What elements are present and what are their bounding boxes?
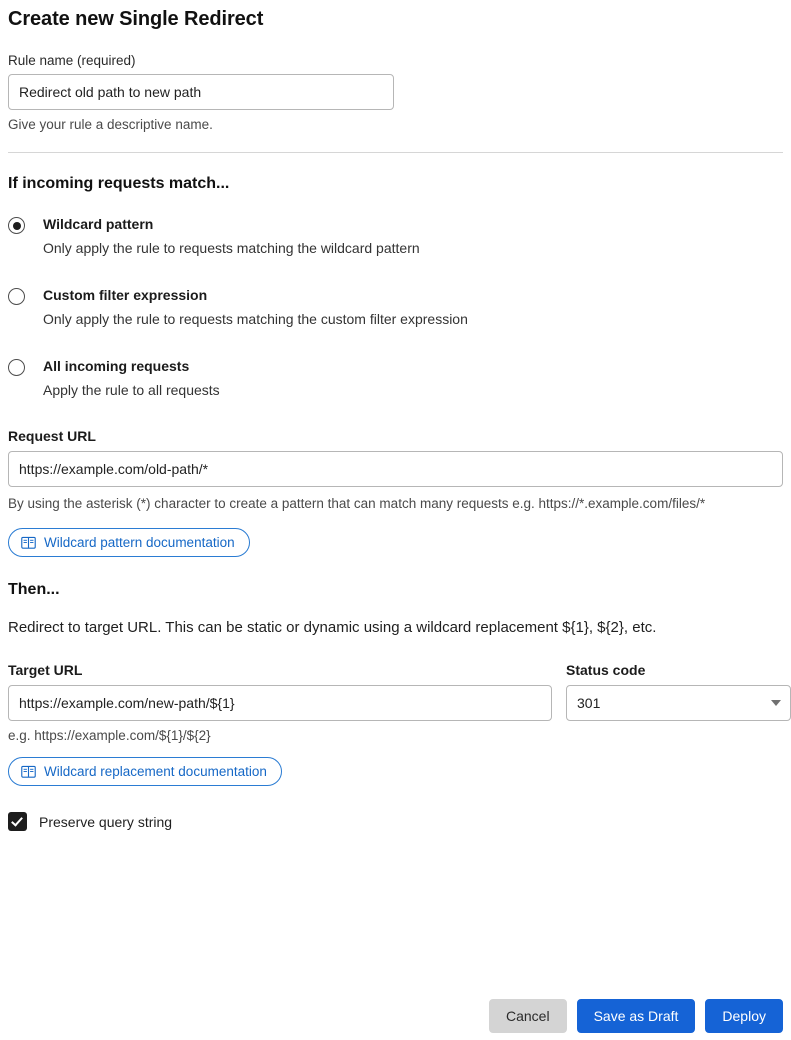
target-url-label: Target URL <box>8 662 83 678</box>
rule-name-helper: Give your rule a descriptive name. <box>8 117 213 132</box>
status-code-label: Status code <box>566 662 646 678</box>
request-url-helper: By using the asterisk (*) character to create a pattern that can match many requests e.g. https://*.example.com/files/* <box>8 496 706 511</box>
wildcard-replacement-documentation-label: Wildcard replacement documentation <box>44 764 267 779</box>
book-icon <box>21 536 36 550</box>
target-url-input[interactable] <box>8 685 552 721</box>
status-code-field <box>566 662 791 721</box>
radio-desc-all-incoming-requests: Apply the rule to all requests <box>43 382 220 398</box>
status-code-select-wrap <box>566 685 791 721</box>
request-url-label: Request URL <box>8 428 96 444</box>
create-single-redirect-form <box>0 8 791 1040</box>
deploy-button[interactable]: Deploy <box>705 999 783 1033</box>
page-title: Create new Single Redirect <box>8 8 264 30</box>
status-code-select[interactable] <box>566 685 791 721</box>
radio-label-all-incoming-requests: All incoming requests <box>43 358 190 374</box>
radio-option-wildcard-pattern[interactable] <box>8 215 783 258</box>
radio-desc-custom-filter-expression: Only apply the rule to requests matching the custom filter expression <box>43 311 468 327</box>
status-code-value: 301 <box>577 695 601 711</box>
preserve-query-string-label: Preserve query string <box>39 813 173 830</box>
radio-icon-all-incoming-requests[interactable] <box>8 359 25 376</box>
then-section-title: Then... <box>8 581 60 598</box>
radio-icon-wildcard-pattern[interactable] <box>8 217 25 234</box>
target-and-status-row <box>8 662 783 721</box>
wildcard-pattern-documentation-link[interactable] <box>8 528 250 557</box>
radio-icon-custom-filter-expression[interactable] <box>8 288 25 305</box>
form-actions <box>489 999 783 1033</box>
match-radio-group <box>8 215 783 400</box>
rule-name-label: Rule name (required) <box>8 53 136 68</box>
preserve-query-string-checkbox[interactable] <box>8 812 27 831</box>
request-url-input[interactable] <box>8 451 783 487</box>
radio-desc-wildcard-pattern: Only apply the rule to requests matching the wildcard pattern <box>43 240 420 256</box>
match-section-title: If incoming requests match... <box>8 175 230 192</box>
radio-label-custom-filter-expression: Custom filter expression <box>43 287 208 303</box>
book-icon <box>21 765 36 779</box>
radio-label-wildcard-pattern: Wildcard pattern <box>43 216 154 232</box>
preserve-query-string-row[interactable] <box>8 812 783 831</box>
section-divider <box>8 152 783 153</box>
save-as-draft-button[interactable]: Save as Draft <box>577 999 696 1033</box>
radio-option-custom-filter-expression[interactable] <box>8 286 783 329</box>
wildcard-replacement-documentation-link[interactable] <box>8 757 282 786</box>
target-url-helper: e.g. https://example.com/${1}/${2} <box>8 728 211 743</box>
wildcard-pattern-documentation-label: Wildcard pattern documentation <box>44 535 235 550</box>
radio-option-all-incoming-requests[interactable] <box>8 357 783 400</box>
cancel-button[interactable]: Cancel <box>489 999 567 1033</box>
target-url-field <box>8 662 552 721</box>
then-section-description: Redirect to target URL. This can be static or dynamic using a wildcard replacement ${1}, ${2}, etc. <box>8 619 657 636</box>
rule-name-input[interactable] <box>8 74 394 110</box>
